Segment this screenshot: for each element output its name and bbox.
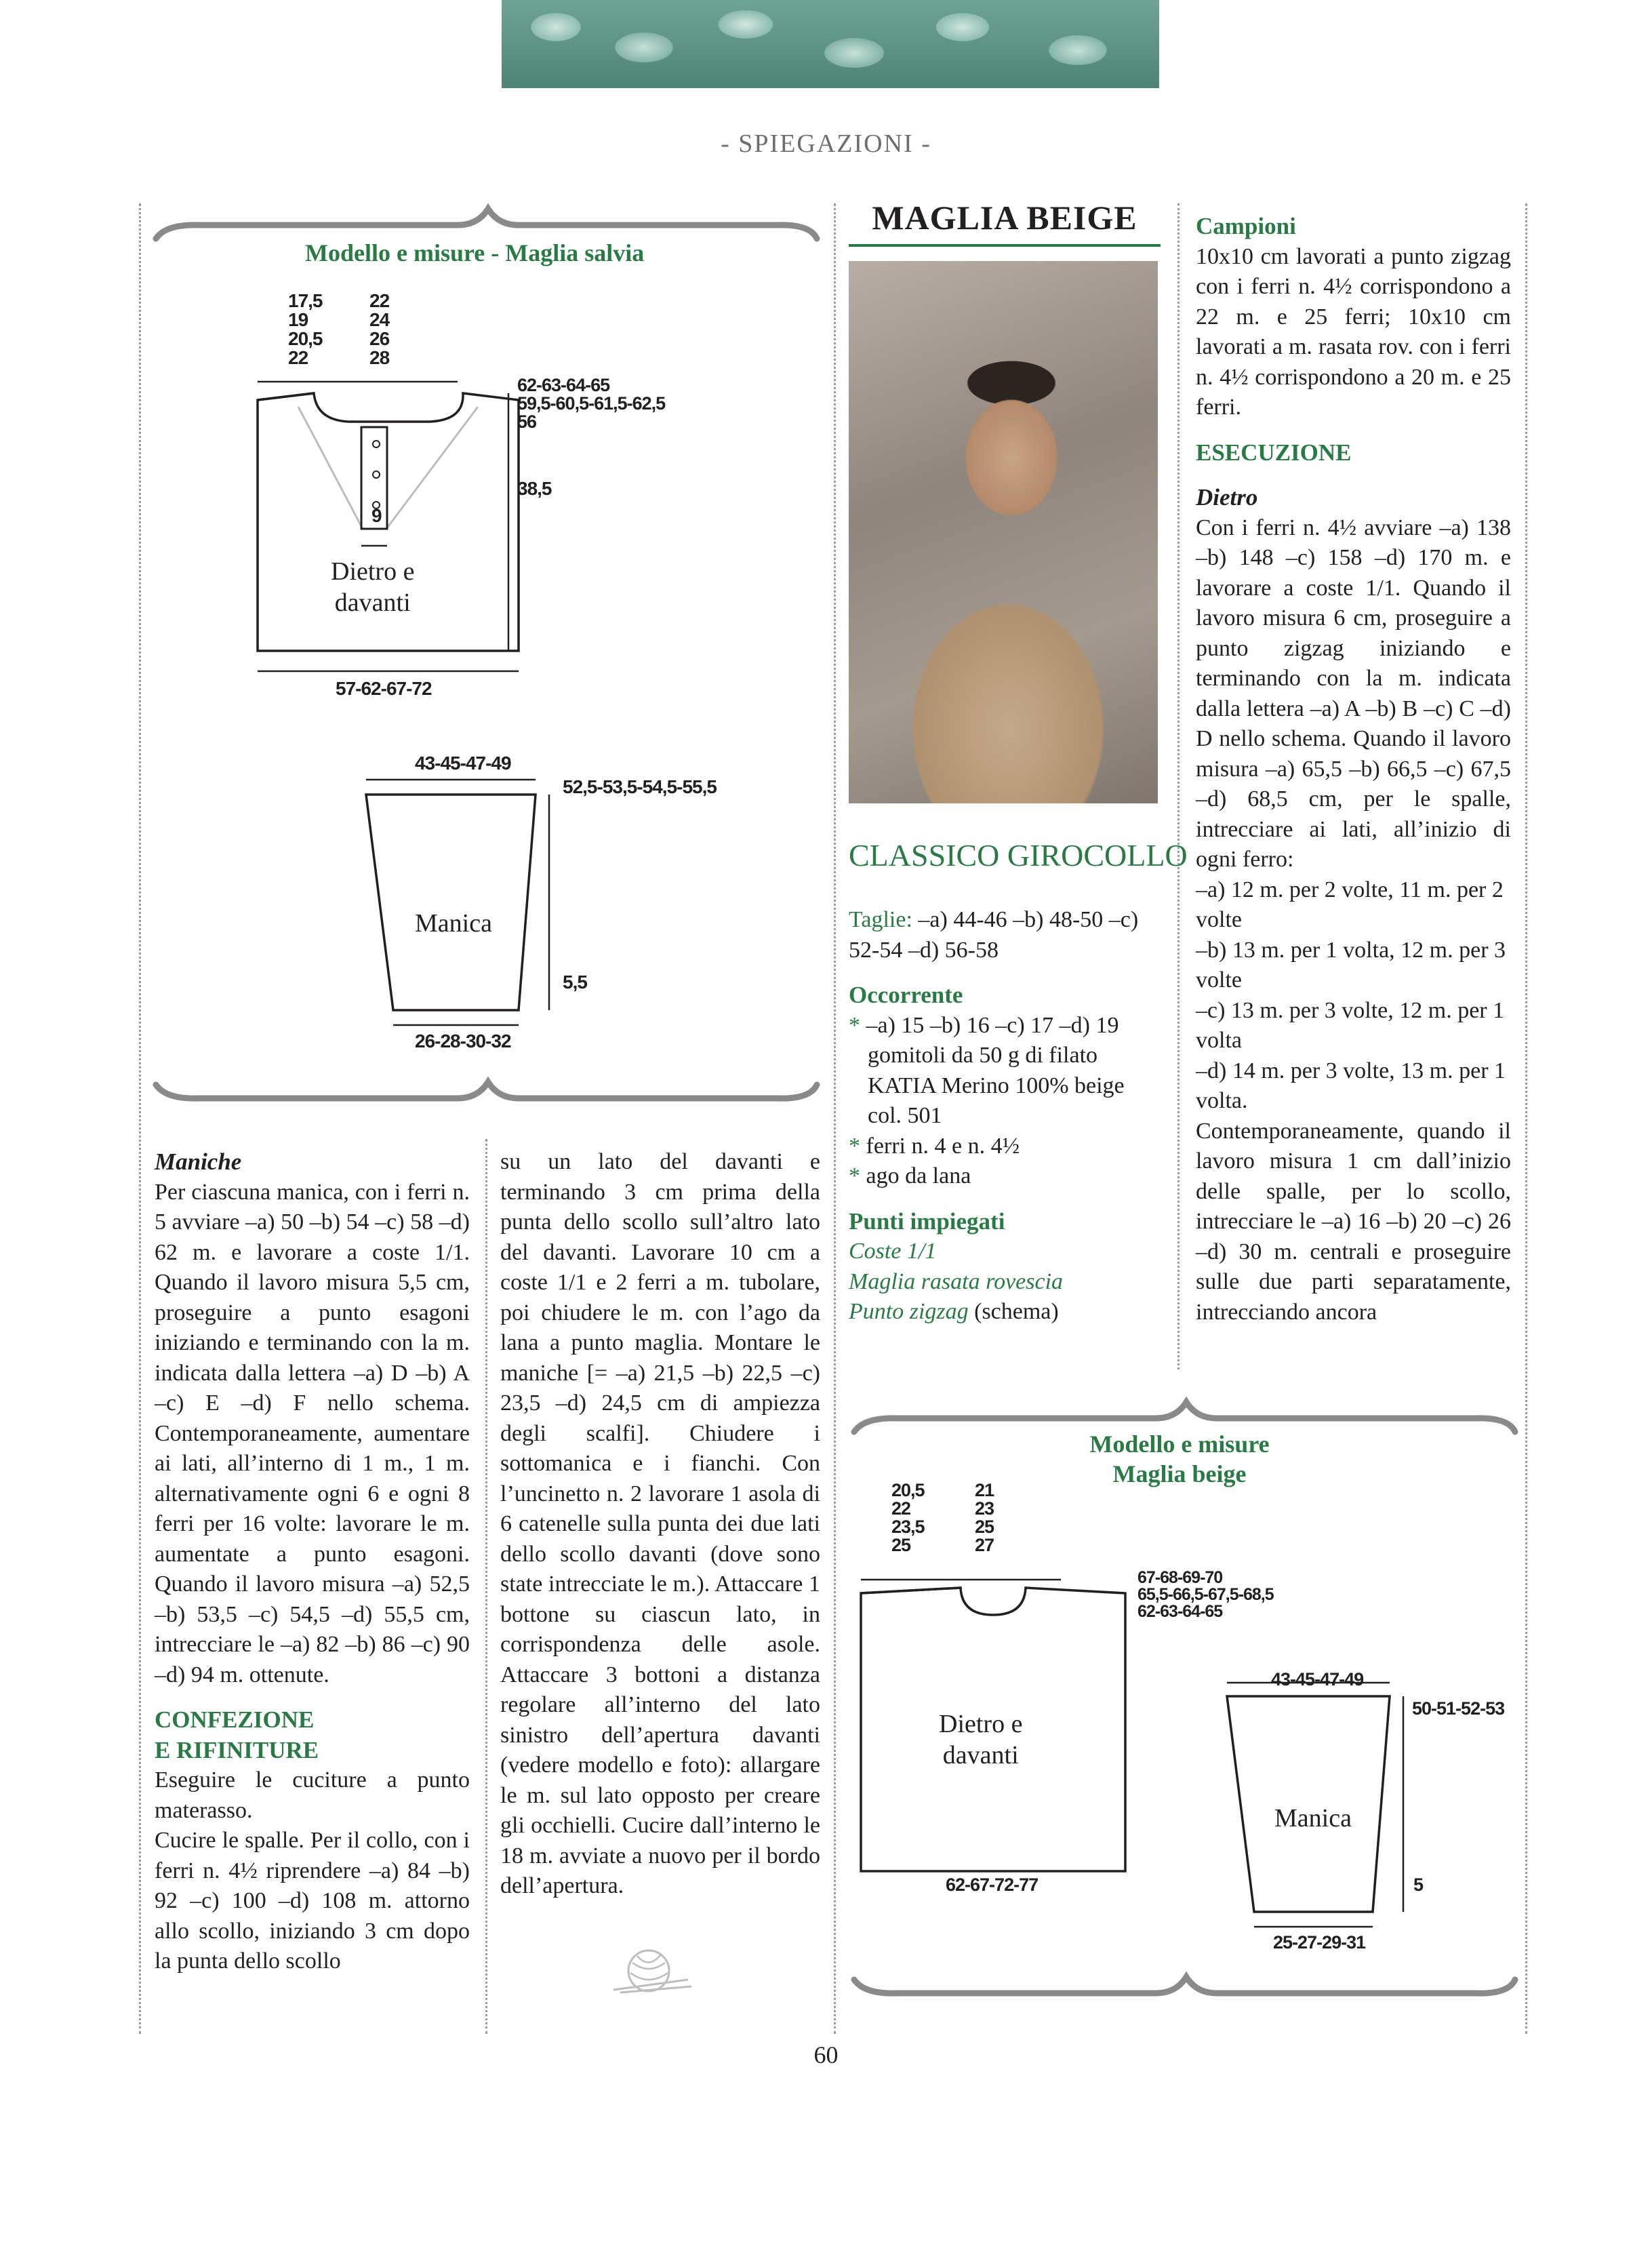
yarn-ball-icon bbox=[607, 1942, 695, 1997]
maniche-heading: Maniche bbox=[155, 1148, 242, 1175]
occorrente-item-3: ago da lana bbox=[866, 1163, 971, 1188]
diagram1-sleeve-length: 52,5-53,5-54,5-55,5 bbox=[563, 776, 717, 797]
campioni-body: 10x10 cm lavorati a punto zigzag con i ferri n. 4½ corrispondono a 22 m. e 25 ferri; 10x10 cm lavorati a m. rasata rov. con i ferri n. 4½ corrispondono a 20 m. e 25 ferri. bbox=[1196, 243, 1511, 420]
diagram1-body-width: 57-62-67-72 bbox=[336, 678, 432, 699]
diagram2-cuff-width: 25-27-29-31 bbox=[1273, 1932, 1366, 1953]
punti-zigzag-note: (schema) bbox=[968, 1299, 1059, 1324]
diagram1-cuff-width: 26-28-30-32 bbox=[415, 1030, 511, 1052]
model-photo bbox=[849, 261, 1158, 803]
middle-body: su un lato del davanti e terminando 3 cm prima della punta dello scollo sull’altro lato del davanti. Lavorare 10 cm a coste 1/1 e 2 ferri a m. tubolare, poi chiudere le m. con l’ago da lana a punto maglia. Montare le maniche [= –a) 21,5 –b) 22,5 –c) 23,5 –d) 24,5 cm di ampiezza degli scalfi]. Chiudere i sottomanica e i fianchi. Con l’uncinetto n. 2 lavorare 1 asola di 6 catenelle sulla punta dei due lati dello scollo davanti (dove sono state intrecciate le m.). Attaccare 1 bottone su ciascun lato, in corrispondenza delle asole. Attaccare 3 bottoni a distanza regolare all’interno del lato sinistro dell’apertura davanti (vedere modello e foto): allargare le m. sul lato opposto per creare gli occhielli. Cucire dall’interno le 18 m. avviate a nuovo per il bordo dell’apertura. bbox=[500, 1149, 820, 1898]
punti-zigzag: Punto zigzag bbox=[849, 1299, 969, 1324]
dietro-body: Con i ferri n. 4½ avviare –a) 138 –b) 148 –c) 158 –d) 170 m. e lavorare a coste 1/1. Quando il lavoro misura 6 cm, proseguire a punto zigzag iniziando e terminando con la m. indicata dalla lettera –a) A –b) B –c) C –d) D nello schema. Quando il lavoro misura –a) 65,5 –b) 66,5 –c) 67,5 –d) 68,5 cm, per le spalle, intrecciare ai lati, all’inizio di ogni ferro: bbox=[1196, 515, 1511, 872]
diagram1-placket: 9 bbox=[371, 505, 382, 526]
column-divider-1 bbox=[485, 1139, 487, 2034]
punti-rasata: Maglia rasata rovescia bbox=[849, 1268, 1064, 1294]
taglie-value: –a) 44-46 –b) 48-50 –c) 52-54 –d) 56-58 bbox=[849, 907, 1139, 963]
classico-girocollo-subtitle: CLASSICO GIROCOLLO bbox=[849, 838, 1188, 873]
campioni-heading: Campioni bbox=[1196, 213, 1296, 239]
diagram1-sleeve-label: Manica bbox=[415, 909, 492, 938]
diagram1-shoulder-dims: 17,5 19 20,5 22 bbox=[288, 290, 323, 368]
diagram1-sleeve-top: 43-45-47-49 bbox=[415, 753, 511, 774]
diagram2-body-width: 62-67-72-77 bbox=[946, 1875, 1039, 1895]
section-header: - SPIEGAZIONI - bbox=[721, 129, 931, 158]
punti-coste: Coste 1/1 bbox=[849, 1239, 937, 1264]
diagram1-height-dims: 62-63-64-65 59,5-60,5-61,5-62,5 56 bbox=[517, 375, 666, 432]
maglia-beige-title: MAGLIA BEIGE bbox=[872, 199, 1137, 237]
dietro-size-a: –a) 12 m. per 2 volte, 11 m. per 2 volte bbox=[1196, 877, 1504, 932]
confezione-body-2: Cucire le spalle. Per il collo, con i ferri n. 4½ riprendere –a) 84 –b) 92 –c) 100 –d) 108 m. attorno allo scollo, iniziando 3 cm dopo la punta dello scollo bbox=[155, 1828, 470, 1974]
dietro-heading: Dietro bbox=[1196, 484, 1258, 511]
occorrente-heading: Occorrente bbox=[849, 982, 963, 1008]
occorrente-item-1: –a) 15 –b) 16 –c) 17 –d) 19 gomitoli da 50 g di filato KATIA Merino 100% beige col. 501 bbox=[866, 1012, 1125, 1128]
confezione-heading-1: CONFEZIONE bbox=[155, 1706, 315, 1733]
diagram2-body-label: Dietro e davanti bbox=[939, 1710, 1023, 1769]
confezione-heading-2: E RIFINITURE bbox=[155, 1736, 319, 1763]
yarn-banner-image bbox=[502, 0, 1159, 88]
diagram2-height-dims: 67-68-69-70 65,5-66,5-67,5-68,5 62-63-64-65 bbox=[1137, 1568, 1274, 1621]
diagram2-neck-dims: 21 23 25 27 bbox=[975, 1480, 994, 1555]
column-divider-2 bbox=[834, 203, 836, 2034]
diagram2-sleeve-top: 43-45-47-49 bbox=[1271, 1669, 1364, 1689]
diagram2-shoulder-dims: 20,5 22 23,5 25 bbox=[891, 1480, 925, 1555]
maniche-body: Per ciascuna manica, con i ferri n. 5 avviare –a) 50 –b) 54 –c) 58 –d) 62 m. e lavorare a coste 1/1. Quando il lavoro misura 5,5 cm, proseguire a punto esagoni iniziando e terminando con la m. indicata dalla lettera –a) D –b) A –c) E –d) F nello schema. Contemporaneamente, aumentare ai lati, all’interno di 1 m., 1 m. alternativamente ogni 6 e ogni 8 ferri per 16 volte: lavorare le m. aumentate a punto esagoni. Quando il lavoro misura –a) 52,5 –b) 53,5 –c) 54,5 –d) 55,5 cm, intrecciare le –a) 82 –b) 86 –c) 90 –d) 94 m. ottenute. bbox=[155, 1179, 470, 1687]
middle-text-column bbox=[500, 1147, 820, 1902]
occorrente-item-2: ferri n. 4 e n. 4½ bbox=[866, 1133, 1020, 1159]
diagram2-title: Modello e misure Maglia beige bbox=[1089, 1430, 1270, 1487]
diagram1-neck-dims: 22 24 26 28 bbox=[369, 290, 390, 368]
diagram2-sleeve-label: Manica bbox=[1274, 1804, 1352, 1833]
left-margin-rule bbox=[139, 203, 141, 2034]
dietro-end: Contemporaneamente, quando il lavoro misura 1 cm dall’inizio delle spalle, per lo scollo, intrecciare le –a) 16 –b) 20 –c) 26 –d) 30 m. centrali e proseguire sulle due parti separatamente, intrecciando ancora bbox=[1196, 1118, 1511, 1325]
diagram1-title: Modello e misure - Maglia salvia bbox=[305, 239, 645, 266]
diagram1-cuff-height: 5,5 bbox=[563, 972, 587, 993]
diagram2-sleeve-length: 50-51-52-53 bbox=[1412, 1698, 1505, 1719]
diagram1-body-label: Dietro e davanti bbox=[331, 557, 415, 617]
dietro-size-d: –d) 14 m. per 3 volte, 13 m. per 1 volta. bbox=[1196, 1058, 1506, 1113]
esecuzione-heading: ESECUZIONE bbox=[1196, 439, 1352, 466]
confezione-body: Eseguire le cuciture a punto materasso. bbox=[155, 1767, 470, 1823]
beige-info-column: Taglie: –a) 44-46 –b) 48-50 –c) 52-54 –d) 56-58 Occorrente * –a) 15 –b) 16 –c) 17 –d) 19 gomitoli da 50 g di filato KATIA Merino 100% beige col. 501 * ferri n. 4 e n. 4½ * ago da lana Punti impiegati Coste 1/1 Maglia rasata rovescia Punto zigzag (schema) bbox=[849, 905, 1164, 1327]
punti-heading: Punti impiegati bbox=[849, 1207, 1005, 1235]
taglie-label: Taglie: bbox=[849, 907, 912, 932]
right-text-column bbox=[1196, 212, 1511, 1327]
left-text-column bbox=[155, 1147, 470, 1977]
title-underline bbox=[849, 244, 1161, 247]
diagram2-cuff-height: 5 bbox=[1413, 1875, 1424, 1895]
column-divider-3 bbox=[1177, 203, 1180, 1369]
dietro-size-c: –c) 13 m. per 3 volte, 12 m. per 1 volta bbox=[1196, 997, 1505, 1053]
dietro-size-b: –b) 13 m. per 1 volta, 12 m. per 3 volte bbox=[1196, 937, 1506, 993]
diagram-maglia-salvia bbox=[146, 203, 827, 1105]
page-number: 60 bbox=[813, 2041, 839, 2068]
diagram1-armhole: 38,5 bbox=[517, 478, 552, 499]
